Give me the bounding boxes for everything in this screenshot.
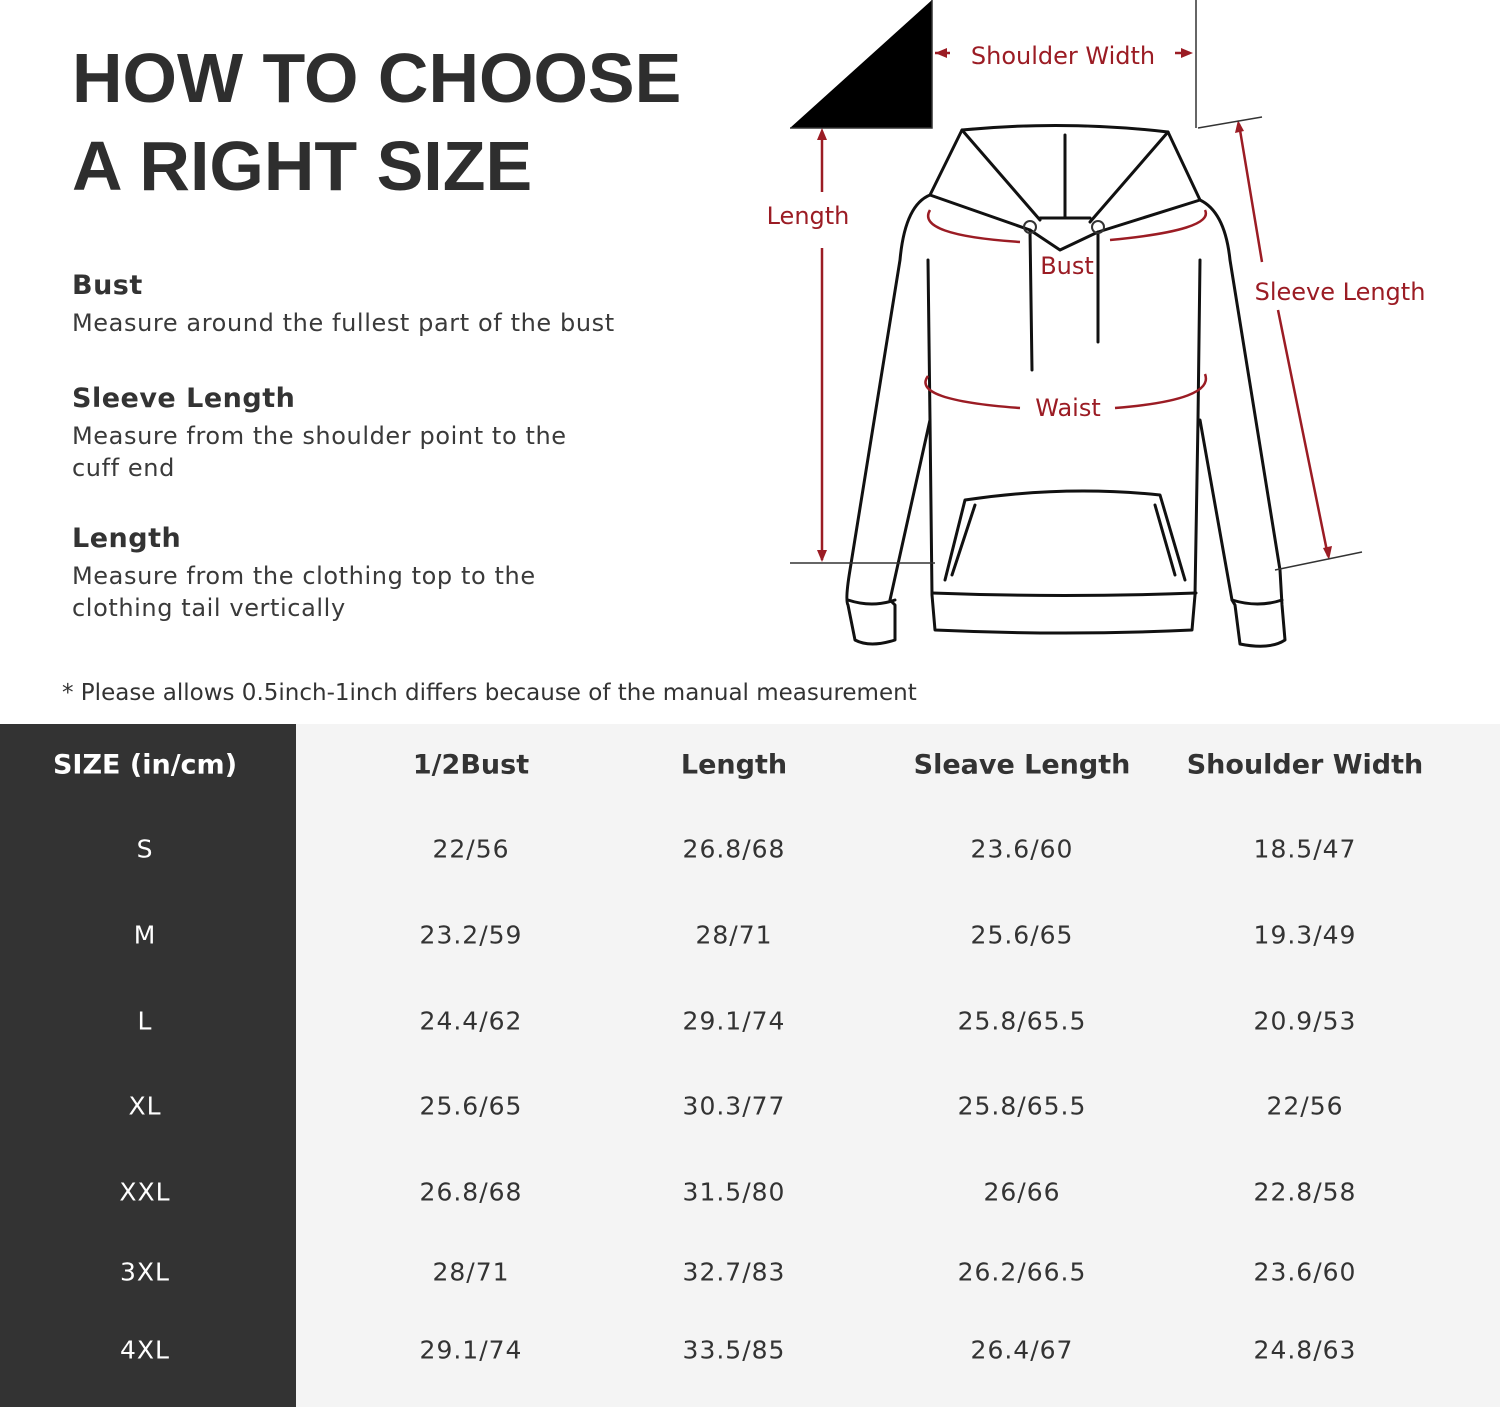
label-sleeve-length: Sleeve Length — [1254, 278, 1426, 306]
label-length: Length — [766, 202, 850, 230]
measurement-note: * Please allows 0.5inch-1inch differs because of the manual measurement — [62, 680, 917, 706]
cell-shoulder-width: 22/56 — [1266, 1091, 1344, 1121]
size-label: S — [136, 834, 154, 864]
size-label: XXL — [119, 1177, 171, 1207]
cell-sleeve-length: 25.8/65.5 — [957, 1006, 1087, 1036]
guide-text: Measure from the shoulder point to the cuff end — [72, 422, 567, 482]
hoodie-outline — [847, 125, 1285, 646]
label-bust: Bust — [1040, 252, 1094, 280]
guide-sleeve-length — [72, 383, 612, 484]
cell-sleeve-length: 23.6/60 — [970, 834, 1074, 864]
cell-length: 29.1/74 — [682, 1006, 786, 1036]
cell-half-bust: 25.6/65 — [419, 1091, 523, 1121]
guide-bust — [72, 270, 672, 339]
cell-shoulder-width: 23.6/60 — [1253, 1257, 1357, 1287]
size-column-background — [0, 724, 296, 1407]
size-label: M — [133, 920, 157, 950]
size-table — [0, 724, 1500, 1407]
cell-half-bust: 29.1/74 — [419, 1335, 523, 1365]
cell-shoulder-width: 19.3/49 — [1253, 920, 1357, 950]
label-waist: Waist — [1035, 394, 1101, 422]
cell-shoulder-width: 18.5/47 — [1253, 834, 1357, 864]
cell-length: 28/71 — [695, 920, 773, 950]
cell-sleeve-length: 26/66 — [983, 1177, 1061, 1207]
cell-sleeve-length: 26.4/67 — [970, 1335, 1074, 1365]
size-label: 4XL — [120, 1335, 170, 1365]
size-label: L — [137, 1006, 153, 1036]
cell-shoulder-width: 22.8/58 — [1253, 1177, 1357, 1207]
header-length: Length — [680, 749, 788, 781]
label-shoulder-width: Shoulder Width — [970, 42, 1156, 70]
hoodie-diagram — [760, 0, 1500, 670]
cell-length: 33.5/85 — [682, 1335, 786, 1365]
cell-half-bust: 22/56 — [432, 834, 510, 864]
header-half-bust: 1/2Bust — [412, 749, 530, 781]
title-line-2: A RIGHT SIZE — [72, 127, 533, 205]
cell-length: 30.3/77 — [682, 1091, 786, 1121]
cell-half-bust: 23.2/59 — [419, 920, 523, 950]
guide-text: Measure around the fullest part of the bust — [72, 309, 615, 337]
guide-text: Measure from the clothing top to the clothing tail vertically — [72, 562, 536, 622]
cell-length: 32.7/83 — [682, 1257, 786, 1287]
guide-length — [72, 523, 582, 624]
cell-length: 31.5/80 — [682, 1177, 786, 1207]
header-sleeve-length: Sleave Length — [913, 749, 1131, 781]
cell-shoulder-width: 20.9/53 — [1253, 1006, 1357, 1036]
cell-sleeve-length: 26.2/66.5 — [957, 1257, 1087, 1287]
header-shoulder-width: Shoulder Width — [1186, 749, 1424, 781]
page-title — [72, 34, 681, 210]
guide-heading: Length — [72, 523, 182, 554]
size-label: XL — [128, 1091, 162, 1121]
measure-lines — [822, 53, 1328, 560]
cell-shoulder-width: 24.8/63 — [1253, 1335, 1357, 1365]
drawstring-grommets — [1024, 221, 1104, 233]
guide-heading: Sleeve Length — [72, 383, 296, 414]
title-line-1: HOW TO CHOOSE — [72, 39, 682, 117]
cell-sleeve-length: 25.6/65 — [970, 920, 1074, 950]
cell-half-bust: 26.8/68 — [419, 1177, 523, 1207]
size-label: 3XL — [120, 1257, 170, 1287]
header-size: SIZE (in/cm) — [52, 749, 238, 781]
cell-sleeve-length: 25.8/65.5 — [957, 1091, 1087, 1121]
cell-length: 26.8/68 — [682, 834, 786, 864]
cell-half-bust: 24.4/62 — [419, 1006, 523, 1036]
guide-heading: Bust — [72, 270, 143, 301]
cell-half-bust: 28/71 — [432, 1257, 510, 1287]
